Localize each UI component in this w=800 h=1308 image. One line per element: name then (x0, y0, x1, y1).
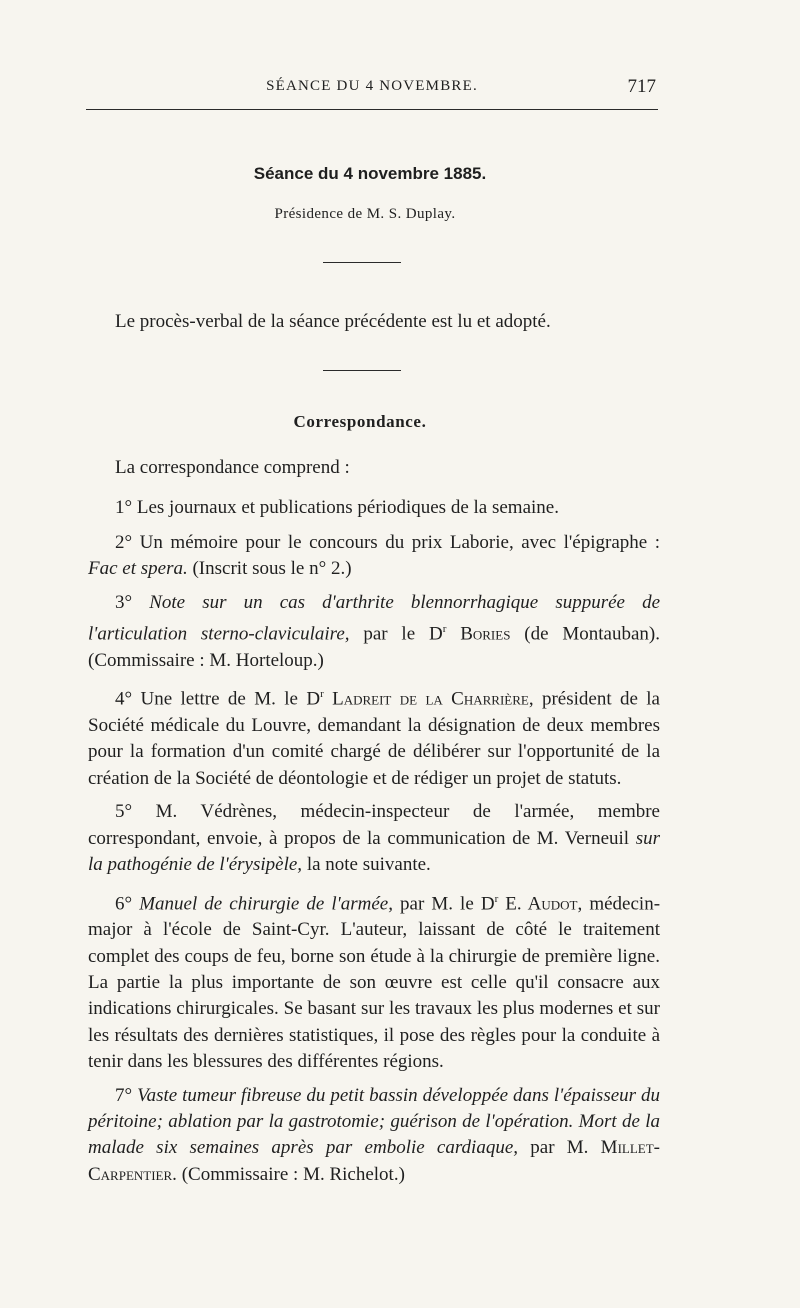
item-title: Vaste tumeur fibreuse du petit bassin développée dans l'épaisseur du péritoine; ablation par la gastrotomie; guérison de l'opération. Mort de la malade six semaines après par embolie cardiaque, (88, 1084, 660, 1159)
item-number: 3° (115, 591, 133, 613)
item-number: 5° (115, 801, 133, 823)
item-superscript: r (494, 892, 499, 905)
presidency-line: Présidence de M. S. Duplay. (274, 206, 456, 222)
item-author: Ladreit de la Charrière, (323, 688, 534, 710)
item-superscript: r (442, 622, 447, 635)
item-text: par M. le D (392, 893, 495, 915)
item-superscript: r (320, 688, 324, 701)
item-text: médecin-major à l'école de Saint-Cyr. L'auteur, laissant de côté le traitement complet des coups de feu, borne son étude à la chirurgie de première ligne. La partie la plus importante de son œuvre est celle qu'il consacre aux indications chirurgicales. Se basant sur les travaux les plus modernes et sur les résultats des dernières statistiques, il pose des règles pour la conduite à tenir dans les blessures des différentes régions. (88, 893, 661, 1072)
list-item (88, 681, 660, 792)
list-item (88, 799, 660, 878)
item-number: 7° (115, 1084, 133, 1106)
header-rule (86, 109, 658, 110)
correspondence-intro: La correspondance comprend : (115, 457, 350, 478)
list-item (88, 1083, 660, 1188)
item-text: la note suivante. (302, 854, 431, 876)
item-author: Bories (446, 623, 511, 645)
item-number: 4° (115, 688, 133, 710)
item-author: E. Audot, (498, 893, 583, 915)
list-item (88, 886, 660, 1075)
item-epigraph: Fac et spera. (88, 557, 188, 579)
item-title: Note sur un cas d'arthrite blennorrhagique suppurée de l'articulation sterno-claviculaire, (88, 591, 661, 645)
item-text: (Commissaire : M. Richelot.) (176, 1163, 405, 1185)
item-number: 1° (115, 497, 133, 519)
page-number: 717 (627, 76, 656, 97)
item-text: Une lettre de M. le D (140, 688, 321, 710)
item-text: (de Montauban). (Commissaire : M. Horteloup.) (88, 623, 660, 671)
item-text: président de la Société médicale du Louvre, demandant la désignation de deux membres pour la formation d'un comité chargé de délibérer sur l'opportunité de la création de la Société de déontologie et de rédiger un projet de statuts. (88, 688, 660, 789)
item-number: 2° (115, 531, 133, 553)
running-head (88, 76, 656, 100)
item-text: Les journaux et publications périodiques de la semaine. (136, 497, 559, 519)
item-text: (Inscrit sous le n° 2.) (187, 557, 352, 579)
item-italic: sur la pathogénie de l'érysipèle, (88, 827, 660, 876)
item-text: par M. (518, 1137, 589, 1159)
separator-rule (323, 370, 401, 371)
session-title: Séance du 4 novembre 1885. (253, 164, 487, 183)
separator-rule (323, 262, 401, 263)
section-heading: Correspondance. (293, 412, 427, 431)
item-text: par le D (349, 623, 443, 645)
list-item (88, 590, 660, 674)
running-head-title: SÉANCE DU 4 NOVEMBRE. (266, 78, 478, 94)
item-text: Un mémoire pour le concours du prix Laborie, avec l'épigraphe : (139, 531, 661, 553)
list-item (88, 530, 660, 583)
item-number: 6° (115, 893, 133, 915)
correspondence-body (88, 455, 660, 1195)
item-title: Manuel de chirurgie de l'armée, (139, 893, 393, 915)
minutes-paragraph: Le procès-verbal de la séance précédente est lu et adopté. (115, 311, 551, 332)
list-item (88, 495, 660, 521)
item-text: M. Védrènes, médecin-inspecteur de l'armée, membre correspondant, envoie, à propos de la communication de M. Verneuil (88, 801, 660, 849)
item-author: Millet-Carpentier. (88, 1137, 660, 1185)
